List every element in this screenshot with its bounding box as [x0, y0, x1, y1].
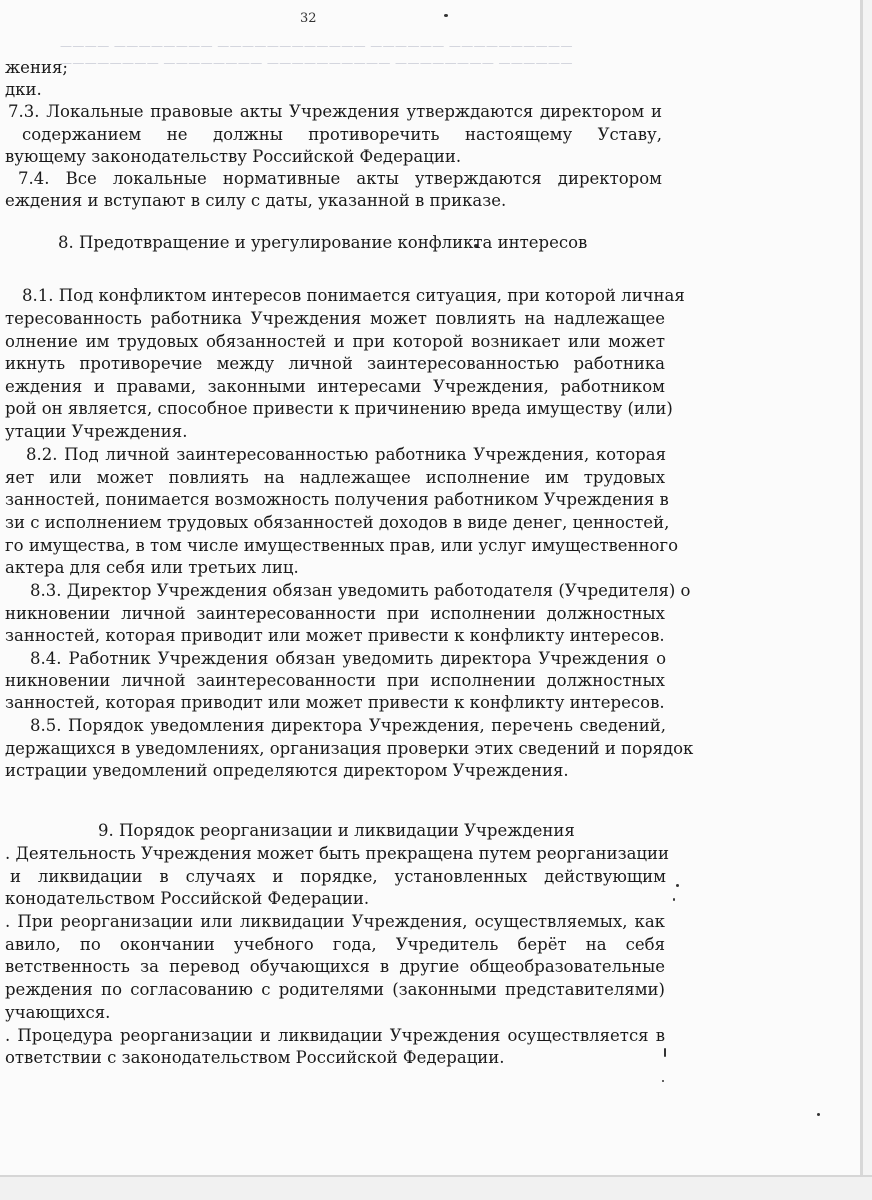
scan-speck: [662, 1080, 664, 1082]
text-line: олнение им трудовых обязанностей и при которой возникает или может: [5, 332, 665, 351]
text-line: актера для себя или третьих лиц.: [5, 558, 299, 577]
text-line: 8.2. Под личной заинтересованностью работника Учреждения, которая: [26, 445, 666, 464]
text-line: 8.4. Работник Учреждения обязан уведомить директора Учреждения о: [30, 649, 666, 668]
text-line: икнуть противоречие между личной заинтересованностью работника: [5, 354, 665, 373]
text-line: конодательством Российской Федерации.: [5, 889, 370, 908]
text-line: еждения и правами, законными интересами Учреждения, работником: [5, 377, 665, 396]
text-line: занностей, которая приводит или может привести к конфликту интересов.: [5, 693, 665, 712]
text-line: . При реорганизации или ликвидации Учреждения, осуществляемых, как: [5, 912, 665, 931]
text-line: тересованность работника Учреждения может повлиять на надлежащее: [5, 309, 665, 328]
scan-speck: [817, 1113, 820, 1116]
text-line: . Процедура реорганизации и ликвидации Учреждения осуществляется в: [5, 1026, 665, 1045]
text-line: 7.3. Локальные правовые акты Учреждения утверждаются директором и: [8, 102, 662, 121]
text-line: истрации уведомлений определяются директором Учреждения.: [5, 761, 569, 780]
section-heading: 8. Предотвращение и урегулирование конфликта интересов: [58, 233, 588, 252]
show-through-text: ———— ———————— ———————————— —————— —————————— ———————— ———————— —————————— ———————— ——————: [60, 39, 573, 70]
text-line: го имущества, в том числе имущественных прав, или услуг имущественного: [5, 536, 679, 555]
text-line: и ликвидации в случаях и порядке, установленных действующим: [10, 867, 666, 886]
text-line: 8.5. Порядок уведомления директора Учреждения, перечень сведений,: [30, 716, 666, 735]
text-line: содержанием не должны противоречить настоящему Уставу,: [22, 125, 662, 144]
text-line: рой он является, способное привести к причинению вреда имуществу (или): [5, 399, 673, 418]
scan-speck: [673, 898, 675, 901]
scan-speck: [664, 1048, 666, 1057]
text-line: 7.4. Все локальные нормативные акты утверждаются директором: [18, 169, 662, 188]
page-number: 32: [300, 11, 317, 26]
text-line: занностей, которая приводит или может привести к конфликту интересов.: [5, 626, 665, 645]
text-line: еждения и вступают в силу с даты, указанной в приказе.: [5, 191, 507, 210]
text-line: яет или может повлиять на надлежащее исполнение им трудовых: [5, 468, 665, 487]
text-line: ветственность за перевод обучающихся в другие общеобразовательные: [5, 957, 665, 976]
scan-speck: [444, 14, 448, 17]
text-line: ответствии с законодательством Российской Федерации.: [5, 1048, 505, 1067]
text-line: никновении личной заинтересованности при исполнении должностных: [5, 671, 665, 690]
text-line: зи с исполнением трудовых обязанностей доходов в виде денег, ценностей,: [5, 513, 670, 532]
scan-edge-right: [860, 0, 872, 1200]
text-line: дки.: [5, 80, 42, 99]
text-line: учающихся.: [5, 1003, 111, 1022]
text-line: реждения по согласованию с родителями (законными представителями): [5, 980, 665, 999]
text-line: вующему законодательству Российской Федерации.: [5, 147, 462, 166]
text-line: жения;: [5, 58, 68, 77]
scan-edge-bottom: [0, 1175, 872, 1200]
section-heading: 9. Порядок реорганизации и ликвидации Учреждения: [98, 821, 575, 840]
text-line: держащихся в уведомлениях, организация проверки этих сведений и порядок: [5, 739, 694, 758]
text-line: . Деятельность Учреждения может быть прекращена путем реорганизации: [5, 844, 670, 863]
text-line: утации Учреждения.: [5, 422, 188, 441]
text-line: 8.3. Директор Учреждения обязан уведомить работодателя (Учредителя) о: [30, 581, 691, 600]
text-line: никновении личной заинтересованности при исполнении должностных: [5, 604, 665, 623]
text-line: авило, по окончании учебного года, Учредитель берёт на себя: [5, 935, 665, 954]
text-line: 8.1. Под конфликтом интересов понимается ситуация, при которой личная: [22, 286, 685, 305]
text-line: занностей, понимается возможность получения работником Учреждения в: [5, 490, 669, 509]
scan-speck: [676, 884, 679, 887]
